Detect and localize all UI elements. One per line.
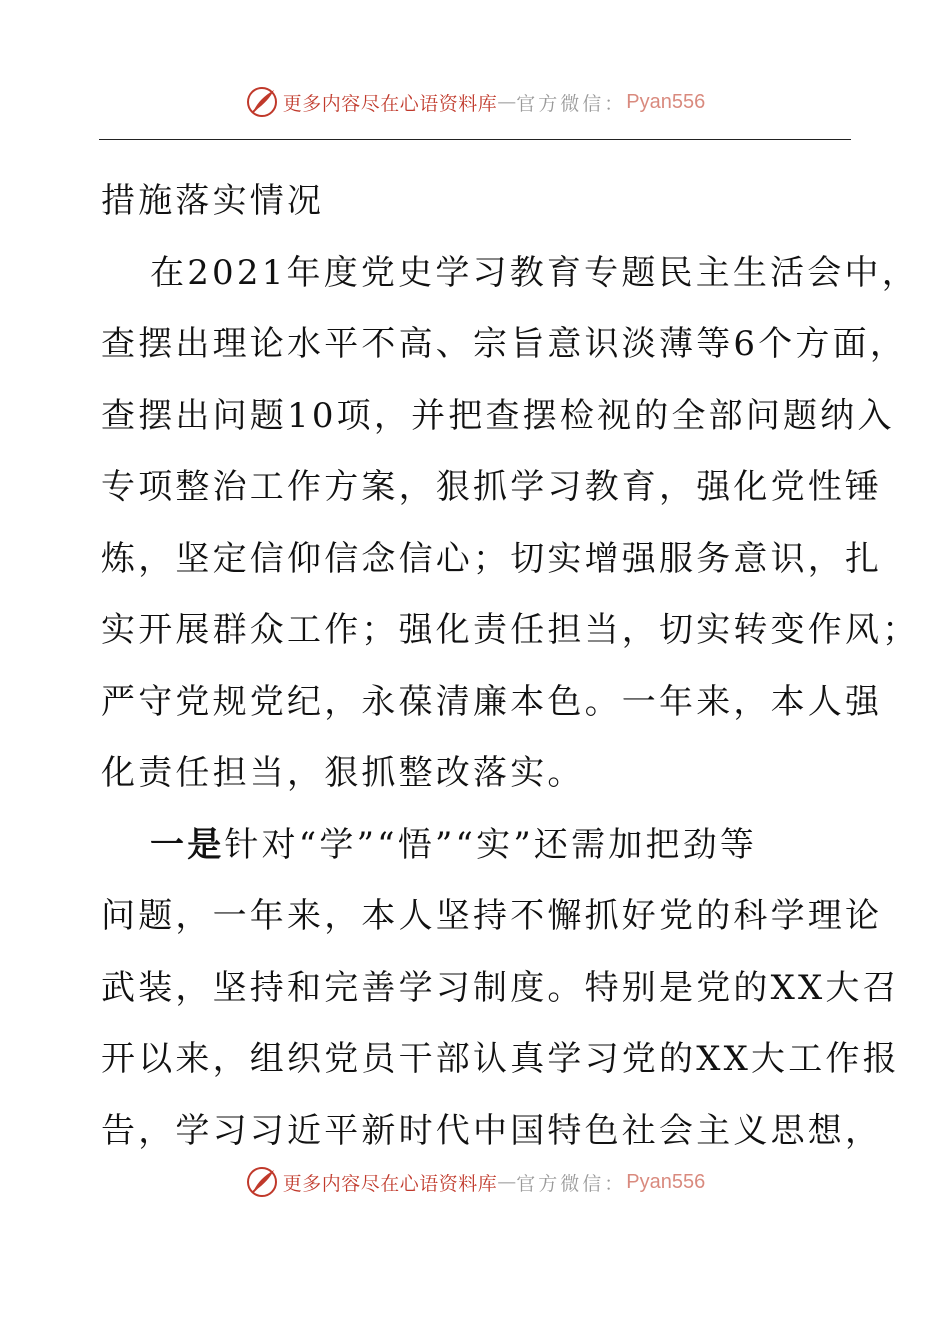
body-line: 问题，一年来，本人坚持不懈抓好党的科学理论	[101, 896, 883, 936]
quill-pen-logo-icon	[245, 1165, 279, 1199]
header-divider	[99, 139, 851, 140]
body-line-point-one	[101, 810, 853, 882]
point-marker: 一是	[150, 824, 225, 865]
wechat-label: 官方微信：	[516, 1172, 627, 1195]
body-line: 实开展群众工作；强化责任担当，切实转变作风；	[101, 610, 920, 650]
body-line: 在2021年度党史学习教育专题民主生活会中，	[150, 252, 919, 293]
document-body	[101, 166, 920, 1167]
wechat-id: Pyan556	[626, 90, 706, 113]
point-text: 针对“学”“悟”“实”还需加把劲等	[224, 824, 758, 865]
wechat-id: Pyan556	[626, 1170, 706, 1193]
brand-name: 更多内容尽在心语资料库	[282, 92, 498, 115]
brand-name: 更多内容尽在心语资料库	[282, 1172, 498, 1195]
body-line: 严守党规党纪，永葆清廉本色。一年来，本人强	[101, 681, 883, 722]
body-line: 查摆出理论水平不高、宗旨意识淡薄等6个方面，	[101, 324, 908, 364]
body-line: 开以来，组织党员干部认真学习党的XX大工作报	[101, 1039, 900, 1079]
body-line: 告，学习习近平新时代中国特色社会主义思想，	[101, 1110, 883, 1151]
brand-separator: —	[497, 91, 517, 113]
body-line: 武装，坚持和完善学习制度。特别是党的XX大召	[101, 967, 900, 1008]
footer-watermark	[0, 1162, 950, 1202]
quill-pen-logo-icon	[245, 85, 279, 119]
brand-separator: —	[497, 1171, 517, 1193]
header-watermark	[0, 82, 950, 122]
body-line: 炼，坚定信仰信念信心；切实增强服务意识，扎	[101, 538, 883, 579]
body-line: 专项整治工作方案，狠抓学习教育，强化党性锤	[101, 467, 883, 507]
body-line: 措施落实情况	[101, 181, 325, 221]
body-line: 化责任担当，狠抓整改落实。	[101, 753, 585, 793]
body-line: 查摆出问题10项，并把查摆检视的全部问题纳入	[101, 395, 895, 436]
wechat-label: 官方微信：	[516, 92, 627, 115]
